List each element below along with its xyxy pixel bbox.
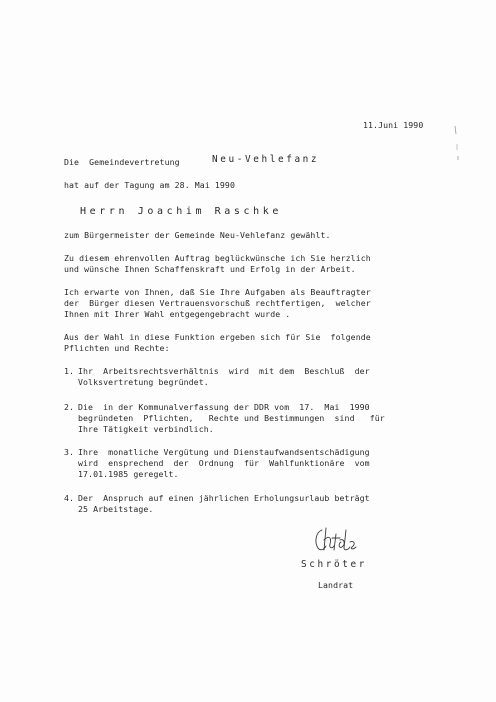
margin-marks (452, 120, 464, 170)
letter-date: 11.Juni 1990 (363, 120, 424, 130)
item-3-line-1: Ihre monatliche Vergütung und Dienstaufwandsentschädigung (78, 447, 370, 457)
elected-line: zum Bürgermeister der Gemeinde Neu-Vehlefanz gewählt. (64, 230, 331, 240)
item-1-line-1: Ihr Arbeitsrechtsverhältnis wird mit dem Beschluß der (78, 366, 370, 376)
item-4-line-2: 25 Arbeitstage. (78, 504, 154, 514)
congrats-line-1: Zu diesem ehrenvollen Auftrag beglückwünsche ich Sie herzlich (64, 253, 371, 263)
item-3-line-3: 17.01.1985 geregelt. (78, 469, 179, 479)
handwritten-signature (308, 520, 368, 560)
duties-line-2: Pflichten und Rechte: (64, 343, 170, 353)
duties-line-1: Aus der Wahl in diese Funktion ergeben sich für Sie folgende (64, 332, 371, 342)
session-line: hat auf der Tagung am 28. Mai 1990 (64, 180, 235, 190)
expect-line-2: der Bürger diesen Vertrauensvorschuß rechtfertigen, welcher (64, 298, 371, 308)
item-number: 2. (64, 402, 75, 412)
signatory-title: Landrat (318, 580, 354, 590)
signatory-name: Schröter (301, 559, 367, 570)
municipality-name: Neu-Vehlefanz (212, 154, 320, 165)
item-1-line-2: Volksvertretung begründet. (78, 377, 209, 387)
item-2-line-2: begründeten Pflichten, Rechte und Bestimmungen sind für (78, 413, 385, 423)
item-number: 1. (64, 366, 75, 376)
item-number: 3. (64, 447, 75, 457)
item-2-line-1: Die in der Kommunalverfassung der DDR vom 17. Mai 1990 (78, 402, 370, 412)
council-prefix: Die Gemeindevertretung (64, 157, 180, 167)
expect-line-3: Ihnen mit Ihrer Wahl entgegengebracht wurde . (64, 309, 291, 319)
item-4-line-1: Der Anspruch auf einen jährlichen Erholungsurlaub beträgt (78, 493, 370, 503)
item-3-line-2: wird ensprechend der Ordnung für Wahlfunktionäre vom (78, 458, 370, 468)
expect-line-1: Ich erwarte von Ihnen, daß Sie Ihre Aufgaben als Beauftragter (64, 287, 371, 297)
item-2-line-3: Ihre Tätigkeit verbindlich. (78, 424, 214, 434)
item-number: 4. (64, 493, 75, 503)
recipient-name: Herrn Joachim Raschke (80, 206, 283, 217)
congrats-line-2: und wünsche Ihnen Schaffenskraft und Erfolg in der Arbeit. (64, 264, 356, 274)
